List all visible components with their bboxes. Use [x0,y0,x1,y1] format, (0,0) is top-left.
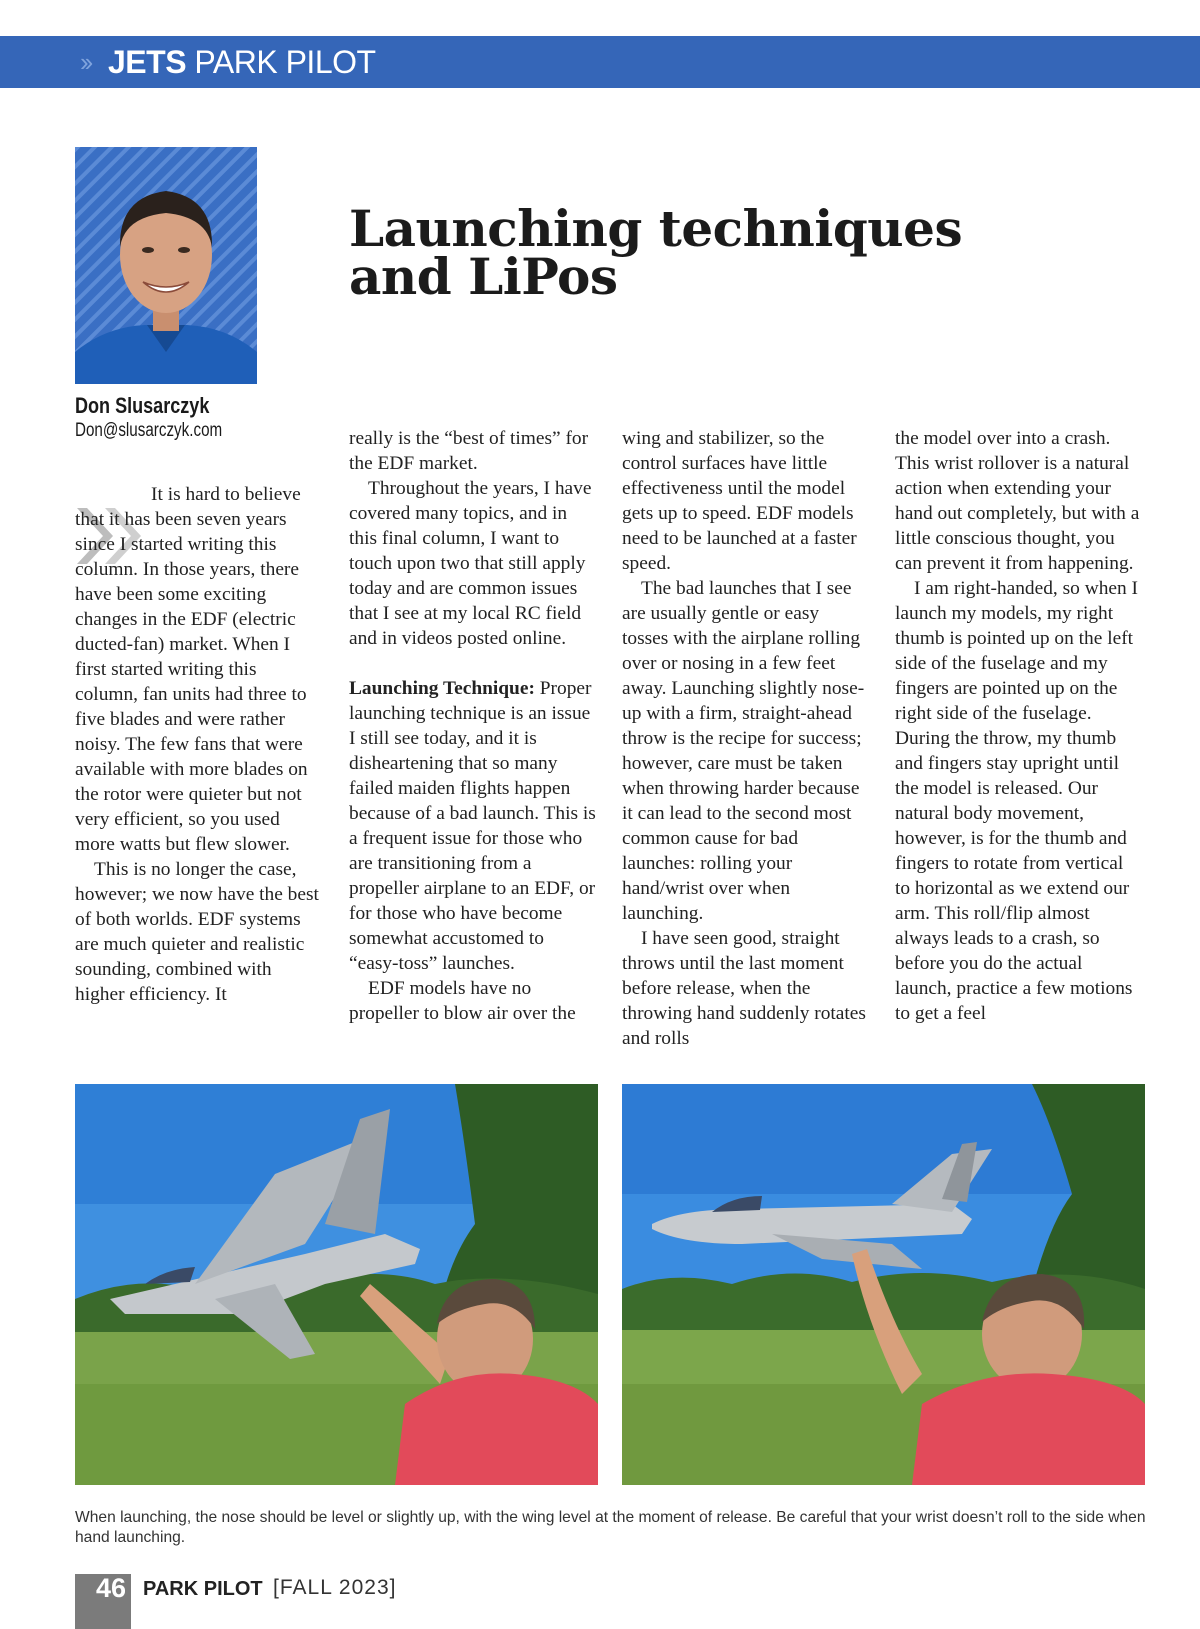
body-paragraph: EDF models have no propeller to blow air over the [349,978,576,1024]
author-name: Don Slusarczyk [75,393,210,418]
footer-magazine-name: PARK PILOT [143,1578,263,1600]
article-column-4 [895,426,1143,1051]
body-paragraph: This is no longer the case, however; we now have the best of both worlds. EDF systems are much quieter and realistic sounding, combined with higher efficiency. It [75,859,319,1005]
photo-caption: When launching, the nose should be level or slightly up, with the wing level at the moment of release. Be careful that your wrist doesn’t roll to the side when hand launching. [75,1509,1146,1546]
body-paragraph: really is the “best of times” for the EDF market. [349,428,589,474]
author-email: Don@slusarczyk.com [75,420,223,441]
section-title-bold: JETS [108,44,187,80]
title-line-2: and LiPos [349,247,618,306]
subhead-paragraph-text: Proper launching technique is an issue I still see today, and it is disheartening that so many failed maiden flights happen because of a bad launch. This is a frequent issue for those who are transitioning from a propeller airplane to an EDF, or for those who have become somewhat accustomed to “easy-toss” launches. [349,678,596,974]
body-paragraph: I am right-handed, so when I launch my models, my right thumb is pointed up on the left side of the fuselage and my fingers are pointed up on the right side of the fuselage. During the throw, my thumb and fingers stay upright until the model is released. Our natural body movement, however, is for the thumb and fingers to rotate from vertical to horizontal as we extend our arm. This roll/flip almost always leads to a crash, so before you do the actual launch, practice a few motions to get a feel [895,578,1139,1024]
body-paragraph: The bad launches that I see are usually gentle or easy tosses with the airplane rolling over or nosing in a few feet away. Launching slightly nose-up with a firm, straight-ahead throw is the recipe for success; however, care must be taken when throwing harder because it can lead to the second most common cause for bad launches: rolling your hand/wrist over when launching. [622,578,865,924]
body-paragraph: Throughout the years, I have covered many topics, and in this final column, I want to touch upon two that still apply today and are common issues that I see at my local RC field and in videos posted online. [349,478,592,649]
footer-issue: [FALL 2023] [273,1576,397,1599]
body-paragraph: I have seen good, straight throws until the last moment before release, when the throwing hand suddenly rotates and rolls [622,928,866,1049]
section-title [108,42,376,82]
subhead-paragraph [349,676,597,976]
double-chevron-icon: ›› [80,47,90,77]
body-paragraph: It is hard to believe that it has been seven years since I started writing this column. In those years, there have been some exciting changes in the EDF (electric ducted-fan) market. When I first started writing this column, fan units had three to five blades and were rather noisy. The few fans that were available with more blades on the rotor were quieter but not very efficient, so you used more watts but flew slower. [75,484,308,855]
article-title [349,199,1049,306]
title-line-1: Launching techniques [349,199,963,258]
article-column-3 [622,426,870,1051]
page-number: 46 [96,1573,127,1603]
launch-photo-left [75,1084,598,1485]
author-portrait [75,147,257,384]
body-paragraph: wing and stabilizer, so the control surfaces have little effectiveness until the model gets up to speed. EDF models need to be launched at a faster speed. [622,428,857,574]
subhead-launching-technique: Launching Technique: [349,678,535,699]
article-column-1 [75,426,323,1051]
section-title-light: PARK PILOT [194,44,376,80]
section-header-band [0,36,1200,88]
launch-photo-right [622,1084,1145,1485]
article-column-2 [349,426,597,1051]
body-paragraph: the model over into a crash. This wrist rollover is a natural action when extending your hand out completely, but with a little conscious thought, you can prevent it from happening. [895,428,1140,574]
